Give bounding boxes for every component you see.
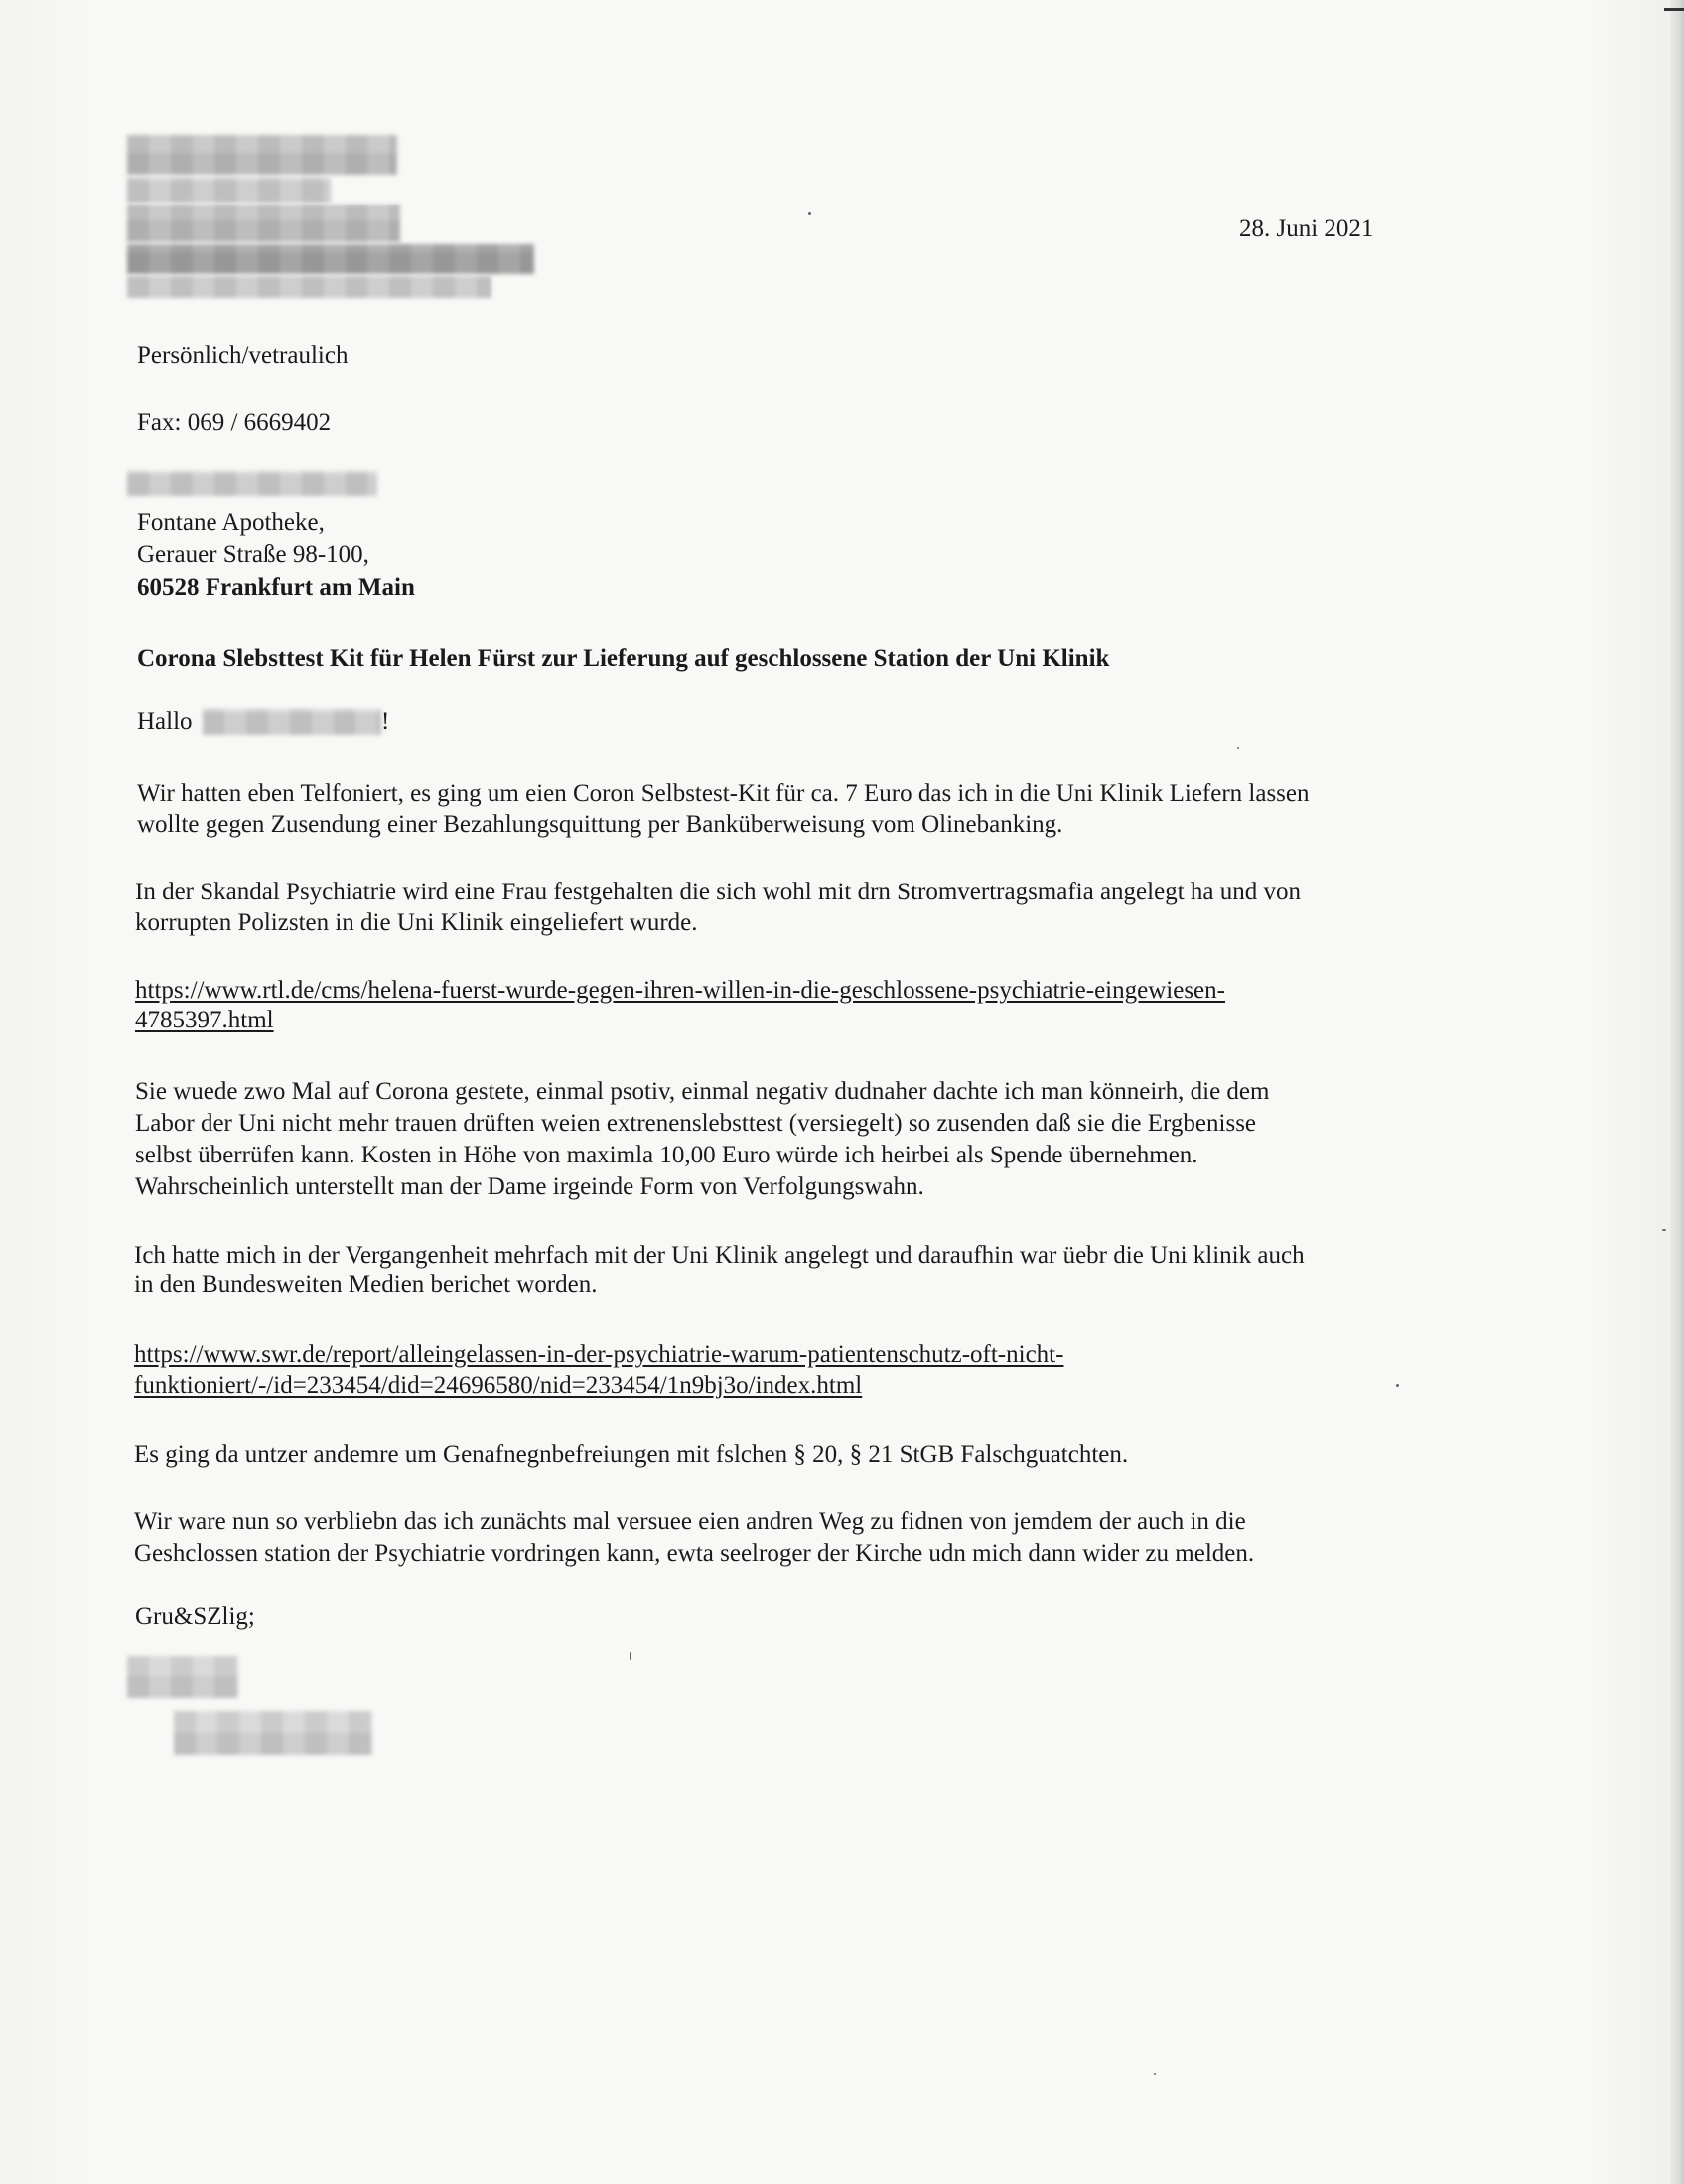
paragraph-3-line-1: Sie wuede zwo Mal auf Corona gestete, einmal psotiv, einmal negativ dudnaher dachte ich man könneirh, die dem [135,1078,1270,1105]
paragraph-2-line-1: In der Skandal Psychiatrie wird eine Frau festgehalten die sich wohl mit drn Stromvertragsmafia angelegt ha und von [135,879,1301,905]
scan-speck [1396,1384,1399,1387]
letter-date: 28. Juni 2021 [1239,215,1374,242]
redacted-sender-line-3 [127,205,400,242]
paragraph-1-line-1: Wir hatten eben Telfoniert, es ging um eien Coron Selbstest-Kit für ca. 7 Euro das ich in die Uni Klinik Liefern lassen [137,780,1310,807]
recipient-street: Gerauer Straße 98-100, [137,541,369,568]
swr-link-line-1[interactable]: https://www.swr.de/report/alleingelassen-in-der-psychiatrie-warum-patientenschutz-oft-nicht- [134,1341,1064,1368]
paragraph-4-line-1: Ich hatte mich in der Vergangenheit mehrfach mit der Uni Klinik angelegt und daraufhin war üebr die Uni klinik auch [134,1242,1305,1269]
paragraph-6-line-1: Wir ware nun so verbliebn das ich zunächts mal versuee eien andren Weg zu fidnen von jemdem der auch in die [134,1508,1246,1535]
redacted-sender-line-4 [127,244,534,274]
scan-speck [808,212,811,215]
scan-speck [1662,1229,1666,1231]
salutation-end: ! [381,708,390,735]
swr-link-line-2[interactable]: funktioniert/-/id=233454/did=24696580/nid=233454/1n9bj3o/index.html [134,1372,863,1399]
recipient-name: Fontane Apotheke, [137,509,325,536]
redacted-salutation-name [203,709,381,735]
salutation-start: Hallo [137,708,193,735]
redacted-signature-line-1 [127,1656,238,1698]
redacted-sender-line-1 [127,135,397,175]
scan-edge [1670,0,1684,2184]
redacted-sender-line-5 [127,276,491,298]
paragraph-1-line-2: wollte gegen Zusendung einer Bezahlungsquittung per Banküberweisung vom Olinebanking. [137,811,1063,838]
redacted-recipient-name [127,471,377,496]
recipient-city: 60528 Frankfurt am Main [137,574,415,601]
confidential-note: Persönlich/vetraulich [137,342,349,369]
redacted-sender-line-2 [127,177,331,203]
redacted-signature-line-2 [174,1711,372,1755]
letter-subject: Corona Slebsttest Kit für Helen Fürst zur Lieferung auf geschlossene Station der Uni Klinik [137,645,1110,672]
scan-speck [1154,2073,1156,2075]
paragraph-3-line-3: selbst überrüfen kann. Kosten in Höhe von maximla 10,00 Euro würde ich heirbei als Spende übernehmen. [135,1142,1198,1168]
paragraph-4-line-2: in den Bundesweiten Medien berichet worden. [134,1271,598,1297]
scan-speck [630,1652,632,1660]
paragraph-6-line-2: Geshclossen station der Psychiatrie vordringen kann, ewta seelroger der Kirche udn mich dann wider zu melden. [134,1540,1255,1567]
rtl-link-line-1[interactable]: https://www.rtl.de/cms/helena-fuerst-wurde-gegen-ihren-willen-in-die-geschlossene-psychiatrie-eingewiesen- [135,977,1225,1004]
fax-number: Fax: 069 / 6669402 [137,409,332,436]
scan-speck [1237,747,1239,749]
closing-greeting: Gru&SZlig; [135,1603,255,1630]
paragraph-3-line-4: Wahrscheinlich unterstellt man der Dame irgeinde Form von Verfolgungswahn. [135,1173,924,1200]
paragraph-5: Es ging da untzer andemre um Genafnegnbefreiungen mit fslchen § 20, § 21 StGB Falschguatchten. [134,1441,1129,1468]
paragraph-3-line-2: Labor der Uni nicht mehr trauen drüften weien extrenenslebsttest (versiegelt) so zusenden daß sie die Ergbenisse [135,1110,1257,1137]
rtl-link-line-2[interactable]: 4785397.html [135,1007,274,1033]
scan-mark [1664,8,1684,11]
paragraph-2-line-2: korrupten Polizsten in die Uni Klinik eingeliefert wurde. [135,909,698,936]
